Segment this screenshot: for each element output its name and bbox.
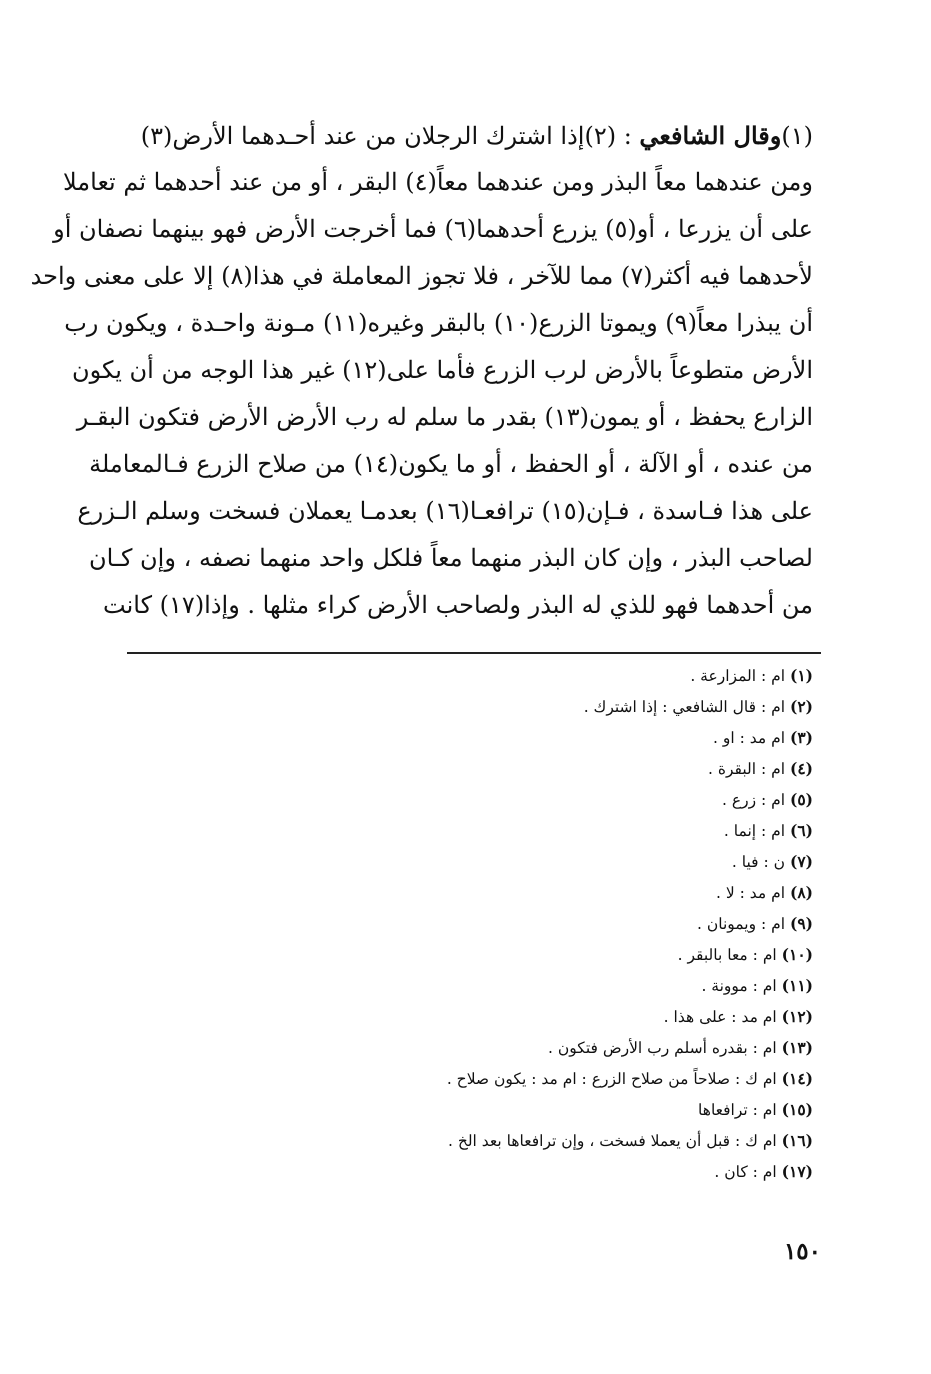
footnote <box>123 1032 813 1063</box>
footnote-number: (٤) <box>789 759 813 778</box>
footnote-text: ام : معا بالبقر . <box>677 946 777 964</box>
text-line: الأرض متطوعاً بالأرض لرب الزرع فأما على(١٢) غير هذا الوجه من أن يكون <box>71 356 813 384</box>
text-line: من أحدهما فهو للذي له البذر ولصاحب الأرض كراء مثلها . وإذا(١٧) كانت <box>103 591 813 619</box>
footnote <box>123 753 813 784</box>
footnote <box>123 970 813 1001</box>
footnote-number: (٦) <box>789 821 813 840</box>
footnote-text: ام : إنما . <box>723 822 786 840</box>
footnote-number: (١٥) <box>781 1100 813 1119</box>
footnote-number: (١٢) <box>781 1007 813 1026</box>
footnote-separator <box>127 652 821 654</box>
footnote-text: ام : قال الشافعي : إذا اشترك . <box>583 698 786 716</box>
footnote-number: (٥) <box>789 790 813 809</box>
footnote-number: (١٣) <box>781 1038 813 1057</box>
footnotes-list <box>123 660 813 1187</box>
speaker-name: وقال الشافعي <box>639 121 782 150</box>
text-line: على أن يزرعا ، أو(٥) يزرع أحدهما(٦) فما أخرجت الأرض فهو بينهما نصفان أو <box>53 215 813 243</box>
footnote <box>123 660 813 691</box>
footnote-number: (١١) <box>781 976 813 995</box>
footnote-text: ام : كان . <box>714 1163 777 1181</box>
footnote-text: ام ك : صلاحاً من صلاح الزرع : ام مد : يكون صلاح . <box>446 1070 777 1088</box>
text-line: ومن عندهما معاً البذر ومن عندهما معاً(٤) البقر ، أو من عند أحدهما ثم تعاملا <box>62 168 813 196</box>
footnote-text: ام مد : على هذا . <box>663 1008 777 1026</box>
footnote <box>123 1156 813 1187</box>
text-line: الزارع يحفظ ، أو يمون(١٣) بقدر ما سلم له رب الأرض الأرض فتكون البقـر <box>76 403 813 431</box>
footnote <box>123 815 813 846</box>
text-line: على هذا فـاسدة ، فـإن(١٥) ترافعـا(١٦) بعدمـا يعملان فسخت وسلم الـزرع <box>77 497 813 525</box>
footnote <box>123 1125 813 1156</box>
footnote <box>123 877 813 908</box>
text-line: لأحدهما فيه أكثر(٧) مما للآخر ، فلا تجوز المعاملة في هذا(٨) إلا على معنى واحد <box>30 262 813 290</box>
footnote-number: (٧) <box>789 852 813 871</box>
footnote-text: ام : زرع . <box>721 791 786 809</box>
footnote-number: (١٠) <box>781 945 813 964</box>
text-line <box>113 112 813 159</box>
footnote-text: ام : المزارعة . <box>690 667 786 685</box>
text-line: أن يبذرا معاً(٩) ويموتا الزرع(١٠) بالبقر وغيره(١١) مـونة واحـدة ، ويكون رب <box>64 309 813 337</box>
footnote-text: ام مد : لا . <box>716 884 786 902</box>
text-line: من عنده ، أو الآلة ، أو الحفظ ، أو ما يكون(١٤) من صلاح الزرع فـالمعاملة <box>89 450 813 478</box>
footnote-number: (٣) <box>789 728 813 747</box>
footnote-number: (٢) <box>789 697 813 716</box>
main-text-block <box>30 112 813 629</box>
footnote-text: ام : بقدره أسلم رب الأرض فتكون . <box>548 1039 777 1057</box>
footnote-text: ام ك : قبل أن يعملا فسخت ، وإن ترافعاها بعد الخ . <box>447 1132 777 1150</box>
footnote <box>123 722 813 753</box>
footnote <box>123 1094 813 1125</box>
footnote-number: (١) <box>789 666 813 685</box>
footnote-number: (١٧) <box>781 1162 813 1181</box>
footnote-number: (٨) <box>789 883 813 902</box>
footnote <box>123 784 813 815</box>
footnote-number: (١٦) <box>781 1131 813 1150</box>
footnote-number: (١٤) <box>781 1069 813 1088</box>
footnote-text: ام مد : او . <box>713 729 786 747</box>
footnote <box>123 691 813 722</box>
footnote-text: ام : موونة . <box>701 977 777 995</box>
footnote-text: ن : فيا . <box>731 853 786 871</box>
text-line: لصاحب البذر ، وإن كان البذر منهما معاً فلكل واحد منهما نصفه ، وإن كـان <box>89 544 813 572</box>
footnote-number: (٩) <box>789 914 813 933</box>
footnote-marker: (١) <box>781 122 813 150</box>
footnote <box>123 939 813 970</box>
footnote <box>123 846 813 877</box>
footnote-text: ام : البقرة . <box>707 760 786 778</box>
footnote <box>123 908 813 939</box>
page-number: ١٥٠ <box>783 1238 821 1265</box>
footnote <box>123 1063 813 1094</box>
footnote-text: ام : ويمونان . <box>697 915 786 933</box>
text-segment: : (٢)إذا اشترك الرجلان من عند أحـدهما الأرض(٣) <box>140 122 640 150</box>
footnote-text: ام : ترافعاها <box>698 1101 777 1119</box>
footnote <box>123 1001 813 1032</box>
